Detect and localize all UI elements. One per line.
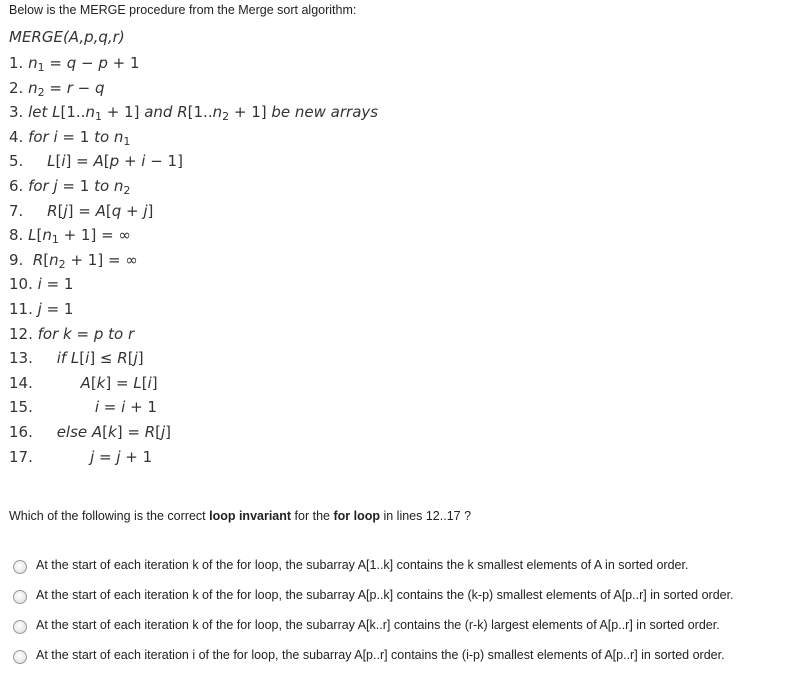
answer-options bbox=[13, 550, 734, 670]
option-label: At the start of each iteration i of the for loop, the subarray A[p..r] contains the (i-p) smallest elements of A[p..r] in sorted order. bbox=[36, 648, 725, 662]
code-header: MERGE(A,p,q,r) bbox=[9, 28, 125, 46]
radio-button[interactable] bbox=[13, 560, 27, 574]
code-line: 13. if L[i] ≤ R[j] bbox=[9, 349, 144, 368]
answer-option-4[interactable] bbox=[13, 640, 734, 670]
merge-pseudocode bbox=[9, 25, 378, 469]
code-line: 2. $n_2 = r - q$ bbox=[9, 78, 105, 99]
code-line: 5. L[i] = A[p + i − 1] bbox=[9, 152, 183, 171]
code-line: 4. for i = 1 to $n_1$ bbox=[9, 127, 131, 148]
question-text: Which of the following is the correct loop invariant for the for loop in lines 12..17 ? bbox=[9, 509, 472, 523]
radio-button[interactable] bbox=[13, 620, 27, 634]
code-line: 7. R[j] = A[q + j] bbox=[9, 201, 154, 220]
radio-button[interactable] bbox=[13, 650, 27, 664]
option-label: At the start of each iteration k of the for loop, the subarray A[1..k] contains the k smallest elements of A in sorted order. bbox=[36, 558, 689, 572]
answer-option-1[interactable] bbox=[13, 550, 734, 580]
code-line: 17. j = j + 1 bbox=[9, 447, 153, 466]
answer-option-3[interactable] bbox=[13, 610, 734, 640]
code-line: 10. i = 1 bbox=[9, 275, 74, 294]
code-line: 8. $L[n_1 + 1]$ = ∞ bbox=[9, 226, 131, 247]
code-line: 1. $n_1 = q - p + 1$ bbox=[9, 54, 140, 74]
code-line: 12. for k = p to r bbox=[9, 324, 135, 343]
code-line: 9. $R[n_2 + 1]$ = ∞ bbox=[9, 250, 138, 271]
intro-text: Below is the MERGE procedure from the Merge sort algorithm: bbox=[9, 3, 357, 17]
code-line: 16. else A[k] = R[j] bbox=[9, 422, 172, 441]
code-line: 11. j = 1 bbox=[9, 299, 74, 318]
answer-option-2[interactable] bbox=[13, 580, 734, 610]
radio-button[interactable] bbox=[13, 590, 27, 604]
code-line: 3. let $L[1..n_1 + 1]$ and $R[1..n_2 + 1]$ be new arrays bbox=[9, 103, 379, 124]
option-label: At the start of each iteration k of the for loop, the subarray A[k..r] contains the (r-k) largest elements of A[p..r] in sorted order. bbox=[36, 618, 720, 632]
code-line: 14. A[k] = L[i] bbox=[9, 373, 158, 392]
code-line: 6. for j = 1 to $n_2$ bbox=[9, 176, 131, 197]
option-label: At the start of each iteration k of the for loop, the subarray A[p..k] contains the (k-p) smallest elements of A[p..r] in sorted order. bbox=[36, 588, 734, 602]
code-line: 15. i = i + 1 bbox=[9, 398, 157, 417]
